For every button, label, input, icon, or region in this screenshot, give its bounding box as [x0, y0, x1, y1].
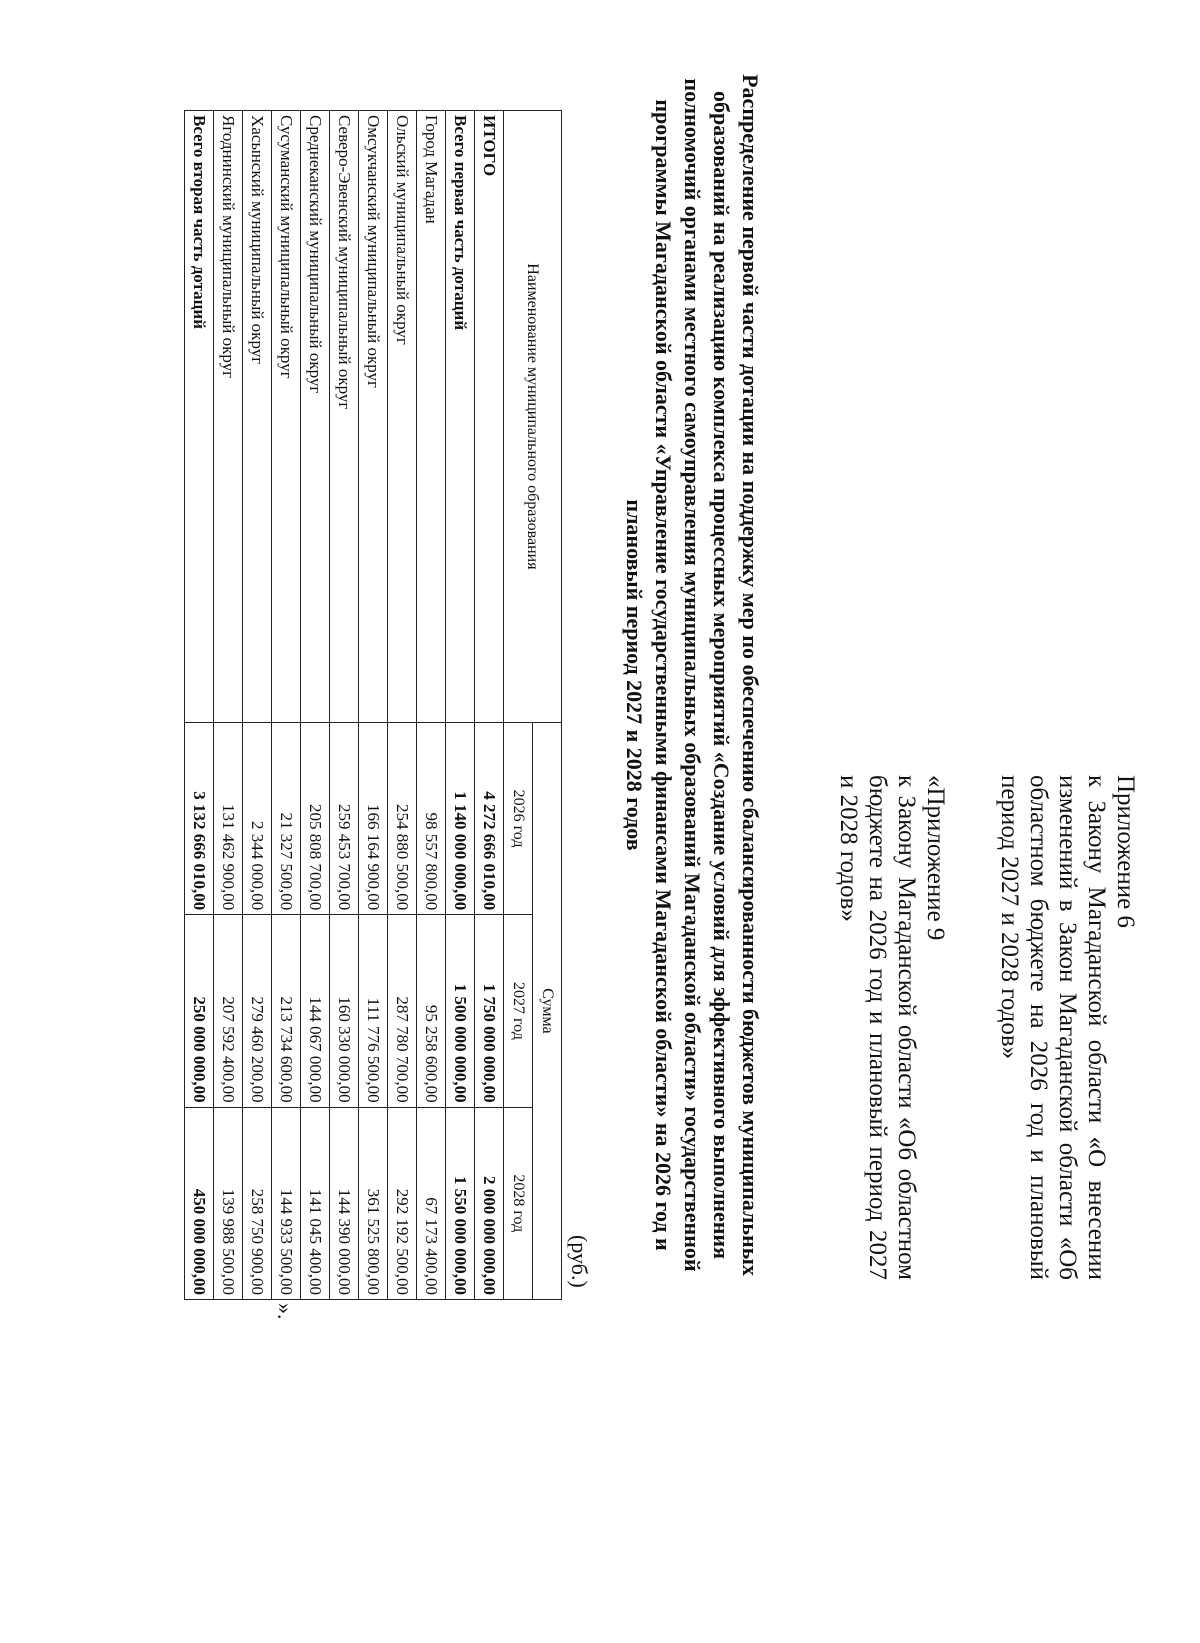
- closing-quote: ».: [273, 1303, 298, 1320]
- amount-cell: 259 453 700,00: [330, 722, 359, 914]
- amount-cell: 213 734 600,00: [272, 915, 301, 1107]
- table-row: [272, 111, 301, 1300]
- amount-cell: 21 327 500,00: [272, 722, 301, 914]
- amount-cell: 67 173 400,00: [417, 1107, 446, 1299]
- amount-cell: 287 780 700,00: [388, 915, 417, 1107]
- year-column-header: 2028 год: [504, 1107, 533, 1299]
- amount-cell: 279 460 200,00: [243, 915, 272, 1107]
- table-row: [330, 111, 359, 1300]
- amount-cell: 95 258 600,00: [417, 915, 446, 1107]
- annex-number: Приложение 6: [1112, 775, 1139, 928]
- annex-number: «Приложение 9: [922, 775, 949, 941]
- amount-cell: 160 330 000,00: [330, 915, 359, 1107]
- municipality-name-cell: Ольский муниципальный округ: [388, 111, 417, 723]
- amount-cell: 1 550 000 000,00: [446, 1107, 475, 1299]
- table-row: [301, 111, 330, 1300]
- amount-cell: 131 462 900,00: [214, 722, 243, 914]
- table-row: [475, 111, 504, 1300]
- annex-heading-original: [834, 775, 950, 1280]
- year-column-header: 2027 год: [504, 915, 533, 1107]
- amount-cell: 111 776 500,00: [359, 915, 388, 1107]
- amount-cell: 1 500 000 000,00: [446, 915, 475, 1107]
- municipality-name-cell: Хасынский муниципальный округ: [243, 111, 272, 723]
- municipality-name-cell: ИТОГО: [475, 111, 504, 723]
- amount-cell: 141 045 400,00: [301, 1107, 330, 1299]
- table-body: [185, 111, 504, 1300]
- dotation-distribution-table: [184, 110, 562, 1300]
- amount-cell: 258 750 900,00: [243, 1107, 272, 1299]
- amount-cell: 139 988 500,00: [214, 1107, 243, 1299]
- municipality-name-cell: Омсукчанский муниципальный округ: [359, 111, 388, 723]
- table-row: [417, 111, 446, 1300]
- amount-cell: 144 067 000,00: [301, 915, 330, 1107]
- amount-cell: 144 390 000,00: [330, 1107, 359, 1299]
- municipality-name-cell: Ягоднинский муниципальный округ: [214, 111, 243, 723]
- amount-cell: 3 132 666 010,00: [185, 722, 214, 914]
- table-header-row: [533, 111, 562, 1300]
- amount-cell: 144 933 500,00: [272, 1107, 301, 1299]
- municipality-name-cell: Город Магадан: [417, 111, 446, 723]
- municipality-name-cell: Северо-Эвенский муниципальный округ: [330, 111, 359, 723]
- table-row: [243, 111, 272, 1300]
- table-row: [185, 111, 214, 1300]
- amount-cell: 4 272 666 010,00: [475, 722, 504, 914]
- amount-cell: 98 557 800,00: [417, 722, 446, 914]
- municipality-name-cell: Всего первая часть дотаций: [446, 111, 475, 723]
- amount-cell: 207 592 400,00: [214, 915, 243, 1107]
- table-row: [214, 111, 243, 1300]
- municipality-name-cell: Среднеканский муниципальный округ: [301, 111, 330, 723]
- municipality-column-header: Наименование муниципального образования: [504, 111, 562, 723]
- amount-cell: 2 000 000 000,00: [475, 1107, 504, 1299]
- annex-heading-current: [995, 775, 1140, 1280]
- amount-cell: 361 525 800,00: [359, 1107, 388, 1299]
- amount-cell: 205 808 700,00: [301, 722, 330, 914]
- municipality-name-cell: Всего вторая часть дотаций: [185, 111, 214, 723]
- amount-cell: 1 750 000 000,00: [475, 915, 504, 1107]
- currency-unit-label: (руб.): [567, 1235, 592, 1288]
- table-row: [446, 111, 475, 1300]
- amount-cell: 166 164 900,00: [359, 722, 388, 914]
- annex-law-reference: к Закону Магаданской области «Об областном бюджете на 2026 год и плановый период 2027 и 2028 годов»: [835, 775, 920, 1280]
- amount-cell: 250 000 000,00: [185, 915, 214, 1107]
- document-page: [50, 60, 1150, 1620]
- amount-cell: 450 000 000,00: [185, 1107, 214, 1299]
- table-row: [359, 111, 388, 1300]
- table-row: [388, 111, 417, 1300]
- municipality-name-cell: Сусуманский муниципальный округ: [272, 111, 301, 723]
- amount-cell: 292 192 500,00: [388, 1107, 417, 1299]
- annex-law-reference: к Закону Магаданской области «О внесении изменений в Закон Магаданской области «Об областном бюджете на 2026 год и плановый период 2027 и 2028 годов»: [996, 775, 1110, 1280]
- amount-cell: 254 880 500,00: [388, 722, 417, 914]
- document-title: Распределение первой части дотации на поддержку мер по обеспечению сбалансированности бюджетов муниципальных образований на реализацию комплекса процессных мероприятий «Создание условий для эффективного выполнения полномочий органами местного самоуправления муниципальных образований Магаданской области» государственной программы Магаданской области «Управление государственными финансами Магаданской области» на 2026 год и плановый период 2027 и 2028 годов: [622, 74, 763, 1276]
- sum-column-header: Сумма: [533, 722, 562, 1299]
- amount-cell: 2 344 000,00: [243, 722, 272, 914]
- amount-cell: 1 140 000 000,00: [446, 722, 475, 914]
- year-column-header: 2026 год: [504, 722, 533, 914]
